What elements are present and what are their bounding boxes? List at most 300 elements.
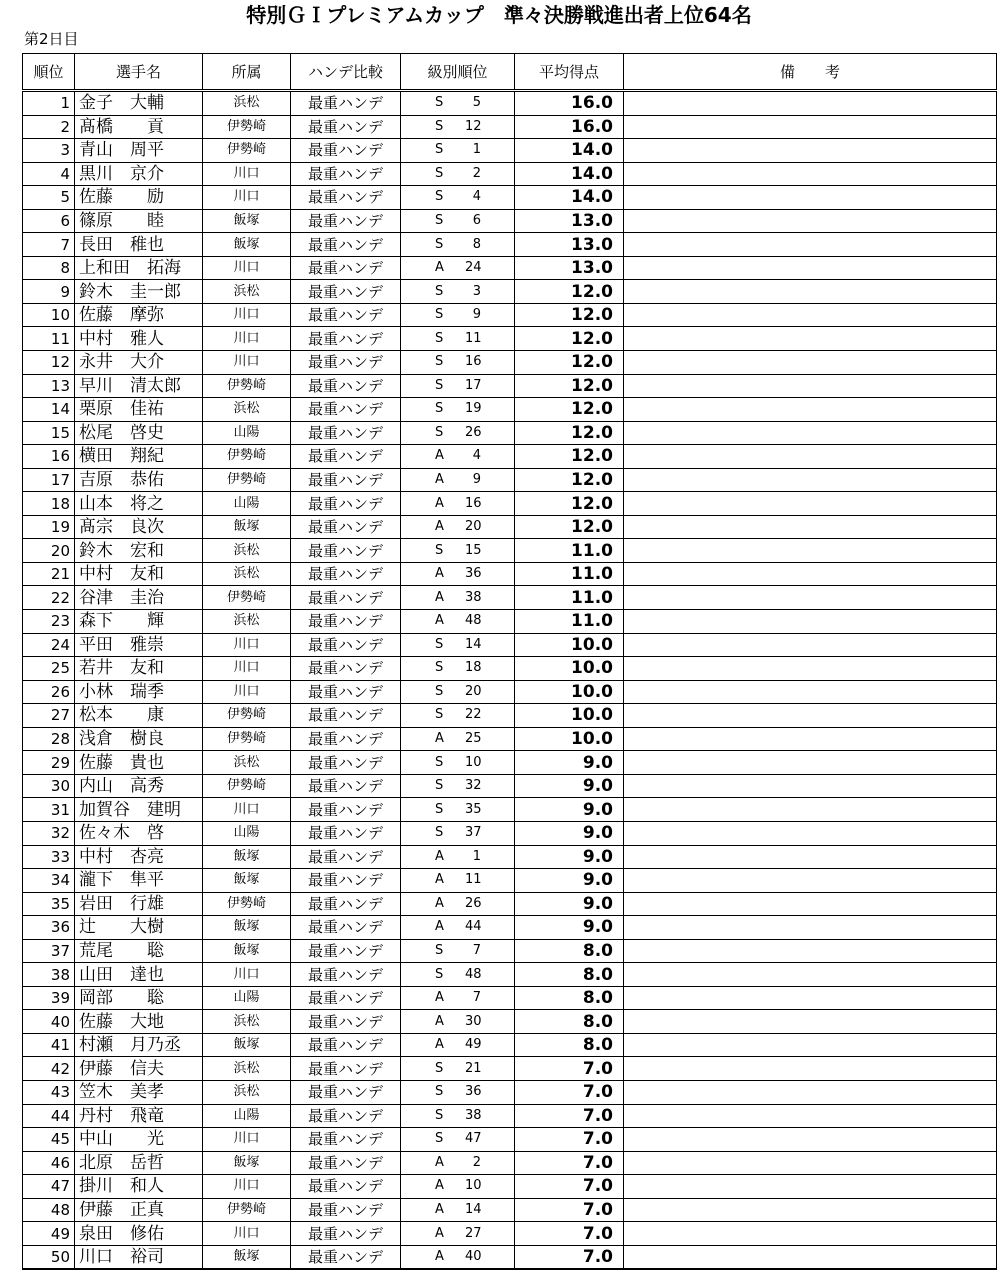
class-rank-cell bbox=[401, 492, 515, 516]
table-row bbox=[23, 421, 997, 445]
average-score-cell: 12.0 bbox=[515, 515, 624, 539]
class-rank-cell bbox=[401, 209, 515, 233]
handicap-cell: 最重ハンデ bbox=[291, 539, 401, 563]
player-name-cell: 北原 岳哲 bbox=[75, 1151, 203, 1175]
class-rank-cell bbox=[401, 374, 515, 398]
class-rank-cell bbox=[401, 704, 515, 728]
header-rank: 順位 bbox=[23, 54, 75, 91]
class-rank-cell bbox=[401, 162, 515, 186]
handicap-cell: 最重ハンデ bbox=[291, 821, 401, 845]
table-row bbox=[23, 233, 997, 257]
affiliation-cell: 川口 bbox=[203, 327, 291, 351]
average-score-cell: 9.0 bbox=[515, 774, 624, 798]
table-row bbox=[23, 657, 997, 681]
affiliation-cell: 伊勢崎 bbox=[203, 586, 291, 610]
rank-cell: 14 bbox=[23, 398, 75, 422]
affiliation-cell: 浜松 bbox=[203, 1080, 291, 1104]
class-rank-cell bbox=[401, 586, 515, 610]
average-score-cell: 16.0 bbox=[515, 115, 624, 139]
handicap-cell: 最重ハンデ bbox=[291, 280, 401, 304]
class-number: 48 bbox=[465, 966, 482, 982]
handicap-cell: 最重ハンデ bbox=[291, 869, 401, 893]
average-score-cell: 14.0 bbox=[515, 186, 624, 210]
affiliation-cell: 浜松 bbox=[203, 1057, 291, 1081]
handicap-cell: 最重ハンデ bbox=[291, 1104, 401, 1128]
remarks-cell bbox=[624, 1222, 997, 1246]
remarks-cell bbox=[624, 445, 997, 469]
player-name-cell: 鈴木 圭一郎 bbox=[75, 280, 203, 304]
class-rank-cell bbox=[401, 398, 515, 422]
table-row bbox=[23, 1080, 997, 1104]
class-rank-cell bbox=[401, 515, 515, 539]
handicap-cell: 最重ハンデ bbox=[291, 1128, 401, 1152]
class-rank-cell bbox=[401, 798, 515, 822]
class-letter: A bbox=[435, 1249, 444, 1265]
affiliation-cell: 伊勢崎 bbox=[203, 139, 291, 163]
class-letter: S bbox=[435, 942, 444, 958]
table-row bbox=[23, 515, 997, 539]
table-row bbox=[23, 492, 997, 516]
handicap-cell: 最重ハンデ bbox=[291, 774, 401, 798]
class-letter: S bbox=[435, 778, 444, 794]
affiliation-cell: 川口 bbox=[203, 657, 291, 681]
affiliation-cell: 浜松 bbox=[203, 91, 291, 116]
affiliation-cell: 飯塚 bbox=[203, 869, 291, 893]
remarks-cell bbox=[624, 162, 997, 186]
remarks-cell bbox=[624, 1151, 997, 1175]
class-rank-cell bbox=[401, 939, 515, 963]
affiliation-cell: 伊勢崎 bbox=[203, 468, 291, 492]
class-rank-cell bbox=[401, 91, 515, 116]
class-rank-cell bbox=[401, 1033, 515, 1057]
table-row bbox=[23, 562, 997, 586]
average-score-cell: 16.0 bbox=[515, 91, 624, 116]
rank-cell: 39 bbox=[23, 986, 75, 1010]
remarks-cell bbox=[624, 1104, 997, 1128]
results-table bbox=[22, 53, 997, 1270]
player-name-cell: 浅倉 樹良 bbox=[75, 727, 203, 751]
table-row bbox=[23, 1104, 997, 1128]
rank-cell: 12 bbox=[23, 351, 75, 375]
rank-cell: 40 bbox=[23, 1010, 75, 1034]
remarks-cell bbox=[624, 1010, 997, 1034]
average-score-cell: 7.0 bbox=[515, 1057, 624, 1081]
rank-cell: 30 bbox=[23, 774, 75, 798]
class-number: 36 bbox=[465, 1084, 482, 1100]
handicap-cell: 最重ハンデ bbox=[291, 421, 401, 445]
table-row bbox=[23, 727, 997, 751]
handicap-cell: 最重ハンデ bbox=[291, 1057, 401, 1081]
remarks-cell bbox=[624, 256, 997, 280]
class-rank-cell bbox=[401, 1245, 515, 1269]
remarks-cell bbox=[624, 327, 997, 351]
affiliation-cell: 川口 bbox=[203, 963, 291, 987]
class-letter: A bbox=[435, 1178, 444, 1194]
table-row bbox=[23, 610, 997, 634]
remarks-cell bbox=[624, 1057, 997, 1081]
class-letter: A bbox=[435, 872, 444, 888]
class-number: 38 bbox=[465, 1107, 482, 1123]
average-score-cell: 11.0 bbox=[515, 562, 624, 586]
class-number: 11 bbox=[465, 330, 482, 346]
affiliation-cell: 川口 bbox=[203, 256, 291, 280]
class-rank-cell bbox=[401, 115, 515, 139]
handicap-cell: 最重ハンデ bbox=[291, 445, 401, 469]
affiliation-cell: 川口 bbox=[203, 303, 291, 327]
rank-cell: 4 bbox=[23, 162, 75, 186]
class-letter: S bbox=[435, 636, 444, 652]
handicap-cell: 最重ハンデ bbox=[291, 327, 401, 351]
class-rank-cell bbox=[401, 303, 515, 327]
handicap-cell: 最重ハンデ bbox=[291, 892, 401, 916]
player-name-cell: 中村 友和 bbox=[75, 562, 203, 586]
affiliation-cell: 飯塚 bbox=[203, 209, 291, 233]
affiliation-cell: 伊勢崎 bbox=[203, 727, 291, 751]
class-letter: A bbox=[435, 448, 444, 464]
player-name-cell: 上和田 拓海 bbox=[75, 256, 203, 280]
rank-cell: 21 bbox=[23, 562, 75, 586]
remarks-cell bbox=[624, 774, 997, 798]
class-letter: S bbox=[435, 213, 444, 228]
table-row bbox=[23, 91, 997, 116]
handicap-cell: 最重ハンデ bbox=[291, 586, 401, 610]
class-number: 40 bbox=[465, 1249, 482, 1265]
class-number: 16 bbox=[465, 495, 482, 511]
table-row bbox=[23, 209, 997, 233]
class-rank-cell bbox=[401, 421, 515, 445]
class-rank-cell bbox=[401, 256, 515, 280]
rank-cell: 44 bbox=[23, 1104, 75, 1128]
rank-cell: 47 bbox=[23, 1175, 75, 1199]
class-number: 26 bbox=[465, 424, 482, 440]
class-number: 5 bbox=[472, 95, 481, 111]
table-row bbox=[23, 680, 997, 704]
table-row bbox=[23, 445, 997, 469]
table-row bbox=[23, 1222, 997, 1246]
player-name-cell: 鈴木 宏和 bbox=[75, 539, 203, 563]
class-number: 9 bbox=[472, 307, 481, 323]
table-row bbox=[23, 186, 997, 210]
class-rank-cell bbox=[401, 233, 515, 257]
class-letter: S bbox=[435, 354, 444, 370]
handicap-cell: 最重ハンデ bbox=[291, 256, 401, 280]
class-letter: S bbox=[435, 189, 444, 205]
rank-cell: 49 bbox=[23, 1222, 75, 1246]
handicap-cell: 最重ハンデ bbox=[291, 916, 401, 940]
class-number: 24 bbox=[465, 260, 482, 276]
affiliation-cell: 飯塚 bbox=[203, 1151, 291, 1175]
remarks-cell bbox=[624, 751, 997, 775]
remarks-cell bbox=[624, 821, 997, 845]
class-letter: A bbox=[435, 566, 444, 582]
rank-cell: 13 bbox=[23, 374, 75, 398]
class-rank-cell bbox=[401, 892, 515, 916]
player-name-cell: 永井 大介 bbox=[75, 351, 203, 375]
affiliation-cell: 伊勢崎 bbox=[203, 445, 291, 469]
average-score-cell: 8.0 bbox=[515, 939, 624, 963]
remarks-cell bbox=[624, 939, 997, 963]
table-row bbox=[23, 1010, 997, 1034]
average-score-cell: 11.0 bbox=[515, 539, 624, 563]
rank-cell: 3 bbox=[23, 139, 75, 163]
rank-cell: 26 bbox=[23, 680, 75, 704]
class-letter: S bbox=[435, 707, 444, 723]
average-score-cell: 11.0 bbox=[515, 610, 624, 634]
player-name-cell: 佐々木 啓 bbox=[75, 821, 203, 845]
handicap-cell: 最重ハンデ bbox=[291, 986, 401, 1010]
average-score-cell: 13.0 bbox=[515, 233, 624, 257]
remarks-cell bbox=[624, 515, 997, 539]
table-row bbox=[23, 256, 997, 280]
table-row bbox=[23, 398, 997, 422]
class-rank-cell bbox=[401, 845, 515, 869]
class-number: 7 bbox=[472, 942, 481, 958]
table-row bbox=[23, 351, 997, 375]
average-score-cell: 12.0 bbox=[515, 374, 624, 398]
class-number: 49 bbox=[465, 1037, 482, 1053]
average-score-cell: 14.0 bbox=[515, 139, 624, 163]
affiliation-cell: 山陽 bbox=[203, 1104, 291, 1128]
rank-cell: 11 bbox=[23, 327, 75, 351]
class-rank-cell bbox=[401, 1104, 515, 1128]
player-name-cell: 森下 輝 bbox=[75, 610, 203, 634]
class-rank-cell bbox=[401, 468, 515, 492]
average-score-cell: 7.0 bbox=[515, 1128, 624, 1152]
rank-cell: 34 bbox=[23, 869, 75, 893]
handicap-cell: 最重ハンデ bbox=[291, 610, 401, 634]
average-score-cell: 8.0 bbox=[515, 986, 624, 1010]
affiliation-cell: 飯塚 bbox=[203, 916, 291, 940]
average-score-cell: 12.0 bbox=[515, 398, 624, 422]
class-rank-cell bbox=[401, 139, 515, 163]
average-score-cell: 9.0 bbox=[515, 798, 624, 822]
rank-cell: 20 bbox=[23, 539, 75, 563]
class-rank-cell bbox=[401, 986, 515, 1010]
affiliation-cell: 山陽 bbox=[203, 421, 291, 445]
average-score-cell: 8.0 bbox=[515, 963, 624, 987]
player-name-cell: 山本 将之 bbox=[75, 492, 203, 516]
average-score-cell: 12.0 bbox=[515, 421, 624, 445]
remarks-cell bbox=[624, 398, 997, 422]
average-score-cell: 7.0 bbox=[515, 1151, 624, 1175]
class-number: 10 bbox=[465, 754, 482, 770]
class-rank-cell bbox=[401, 445, 515, 469]
affiliation-cell: 伊勢崎 bbox=[203, 115, 291, 139]
class-letter: A bbox=[435, 919, 444, 935]
class-rank-cell bbox=[401, 1198, 515, 1222]
table-row bbox=[23, 303, 997, 327]
player-name-cell: 村瀬 月乃丞 bbox=[75, 1033, 203, 1057]
rank-cell: 2 bbox=[23, 115, 75, 139]
class-letter: S bbox=[435, 966, 444, 982]
class-letter: S bbox=[435, 236, 444, 252]
rank-cell: 9 bbox=[23, 280, 75, 304]
handicap-cell: 最重ハンデ bbox=[291, 1080, 401, 1104]
table-row bbox=[23, 280, 997, 304]
rank-cell: 10 bbox=[23, 303, 75, 327]
affiliation-cell: 浜松 bbox=[203, 280, 291, 304]
class-number: 16 bbox=[465, 354, 482, 370]
remarks-cell bbox=[624, 657, 997, 681]
player-name-cell: 松尾 啓史 bbox=[75, 421, 203, 445]
class-letter: S bbox=[435, 118, 444, 134]
class-letter: S bbox=[435, 1131, 444, 1147]
class-number: 10 bbox=[465, 1178, 482, 1194]
affiliation-cell: 川口 bbox=[203, 1128, 291, 1152]
page-title: 特別ＧＩプレミアムカップ 準々決勝戦進出者上位64名 bbox=[246, 3, 752, 27]
table-row bbox=[23, 162, 997, 186]
affiliation-cell: 川口 bbox=[203, 680, 291, 704]
player-name-cell: 長田 稚也 bbox=[75, 233, 203, 257]
class-letter: A bbox=[435, 519, 444, 535]
rank-cell: 42 bbox=[23, 1057, 75, 1081]
table-row bbox=[23, 916, 997, 940]
remarks-cell bbox=[624, 704, 997, 728]
affiliation-cell: 飯塚 bbox=[203, 515, 291, 539]
average-score-cell: 9.0 bbox=[515, 916, 624, 940]
rank-cell: 50 bbox=[23, 1245, 75, 1269]
rank-cell: 7 bbox=[23, 233, 75, 257]
affiliation-cell: 浜松 bbox=[203, 539, 291, 563]
player-name-cell: 髙橋 貢 bbox=[75, 115, 203, 139]
average-score-cell: 7.0 bbox=[515, 1198, 624, 1222]
player-name-cell: 金子 大輔 bbox=[75, 91, 203, 116]
class-number: 37 bbox=[465, 825, 482, 841]
affiliation-cell: 伊勢崎 bbox=[203, 892, 291, 916]
class-rank-cell bbox=[401, 1080, 515, 1104]
average-score-cell: 14.0 bbox=[515, 162, 624, 186]
player-name-cell: 岩田 行雄 bbox=[75, 892, 203, 916]
table-row bbox=[23, 1175, 997, 1199]
handicap-cell: 最重ハンデ bbox=[291, 1151, 401, 1175]
class-rank-cell bbox=[401, 280, 515, 304]
player-name-cell: 若井 友和 bbox=[75, 657, 203, 681]
rank-cell: 41 bbox=[23, 1033, 75, 1057]
handicap-cell: 最重ハンデ bbox=[291, 91, 401, 116]
class-number: 17 bbox=[465, 377, 482, 393]
class-letter: S bbox=[435, 377, 444, 393]
class-letter: S bbox=[435, 165, 444, 181]
class-letter: S bbox=[435, 283, 444, 299]
player-name-cell: 佐藤 摩弥 bbox=[75, 303, 203, 327]
remarks-cell bbox=[624, 1245, 997, 1269]
average-score-cell: 10.0 bbox=[515, 633, 624, 657]
class-letter: A bbox=[435, 1154, 444, 1170]
affiliation-cell: 川口 bbox=[203, 1175, 291, 1199]
rank-cell: 5 bbox=[23, 186, 75, 210]
affiliation-cell: 飯塚 bbox=[203, 1245, 291, 1269]
rank-cell: 17 bbox=[23, 468, 75, 492]
player-name-cell: 平田 雅崇 bbox=[75, 633, 203, 657]
remarks-cell bbox=[624, 303, 997, 327]
rank-cell: 36 bbox=[23, 916, 75, 940]
handicap-cell: 最重ハンデ bbox=[291, 1222, 401, 1246]
class-rank-cell bbox=[401, 327, 515, 351]
table-row bbox=[23, 1057, 997, 1081]
affiliation-cell: 飯塚 bbox=[203, 845, 291, 869]
player-name-cell: 小林 瑞季 bbox=[75, 680, 203, 704]
handicap-cell: 最重ハンデ bbox=[291, 845, 401, 869]
class-letter: A bbox=[435, 472, 444, 488]
handicap-cell: 最重ハンデ bbox=[291, 233, 401, 257]
affiliation-cell: 伊勢崎 bbox=[203, 774, 291, 798]
class-rank-cell bbox=[401, 1151, 515, 1175]
player-name-cell: 掛川 和人 bbox=[75, 1175, 203, 1199]
rank-cell: 45 bbox=[23, 1128, 75, 1152]
handicap-cell: 最重ハンデ bbox=[291, 186, 401, 210]
average-score-cell: 12.0 bbox=[515, 445, 624, 469]
table-row bbox=[23, 139, 997, 163]
class-number: 20 bbox=[465, 683, 482, 699]
class-rank-cell bbox=[401, 562, 515, 586]
class-letter: S bbox=[435, 660, 444, 676]
player-name-cell: 岡部 聡 bbox=[75, 986, 203, 1010]
rank-cell: 22 bbox=[23, 586, 75, 610]
average-score-cell: 7.0 bbox=[515, 1175, 624, 1199]
table-row bbox=[23, 539, 997, 563]
class-letter: S bbox=[435, 801, 444, 817]
remarks-cell bbox=[624, 351, 997, 375]
rank-cell: 24 bbox=[23, 633, 75, 657]
class-letter: S bbox=[435, 401, 444, 417]
remarks-cell bbox=[624, 1128, 997, 1152]
remarks-cell bbox=[624, 610, 997, 634]
table-row bbox=[23, 845, 997, 869]
table-row bbox=[23, 821, 997, 845]
average-score-cell: 9.0 bbox=[515, 821, 624, 845]
class-number: 7 bbox=[472, 990, 481, 1006]
remarks-cell bbox=[624, 539, 997, 563]
player-name-cell: 笠木 美孝 bbox=[75, 1080, 203, 1104]
rank-cell: 27 bbox=[23, 704, 75, 728]
average-score-cell: 9.0 bbox=[515, 892, 624, 916]
affiliation-cell: 浜松 bbox=[203, 562, 291, 586]
average-score-cell: 10.0 bbox=[515, 657, 624, 681]
player-name-cell: 横田 翔紀 bbox=[75, 445, 203, 469]
handicap-cell: 最重ハンデ bbox=[291, 468, 401, 492]
class-number: 20 bbox=[465, 519, 482, 535]
handicap-cell: 最重ハンデ bbox=[291, 515, 401, 539]
table-row bbox=[23, 939, 997, 963]
player-name-cell: 佐藤 大地 bbox=[75, 1010, 203, 1034]
rank-cell: 28 bbox=[23, 727, 75, 751]
affiliation-cell: 川口 bbox=[203, 798, 291, 822]
rank-cell: 46 bbox=[23, 1151, 75, 1175]
handicap-cell: 最重ハンデ bbox=[291, 303, 401, 327]
player-name-cell: 吉原 恭佑 bbox=[75, 468, 203, 492]
affiliation-cell: 川口 bbox=[203, 351, 291, 375]
header-affiliation: 所属 bbox=[203, 54, 291, 91]
remarks-cell bbox=[624, 562, 997, 586]
handicap-cell: 最重ハンデ bbox=[291, 939, 401, 963]
class-letter: S bbox=[435, 1107, 444, 1123]
remarks-cell bbox=[624, 986, 997, 1010]
average-score-cell: 10.0 bbox=[515, 704, 624, 728]
class-number: 38 bbox=[465, 589, 482, 605]
average-score-cell: 7.0 bbox=[515, 1104, 624, 1128]
class-letter: A bbox=[435, 589, 444, 605]
player-name-cell: 黒川 京介 bbox=[75, 162, 203, 186]
class-letter: S bbox=[435, 1060, 444, 1076]
affiliation-cell: 川口 bbox=[203, 162, 291, 186]
average-score-cell: 8.0 bbox=[515, 1010, 624, 1034]
class-letter: A bbox=[435, 495, 444, 511]
class-number: 36 bbox=[465, 566, 482, 582]
average-score-cell: 9.0 bbox=[515, 751, 624, 775]
table-row bbox=[23, 963, 997, 987]
handicap-cell: 最重ハンデ bbox=[291, 657, 401, 681]
rank-cell: 25 bbox=[23, 657, 75, 681]
